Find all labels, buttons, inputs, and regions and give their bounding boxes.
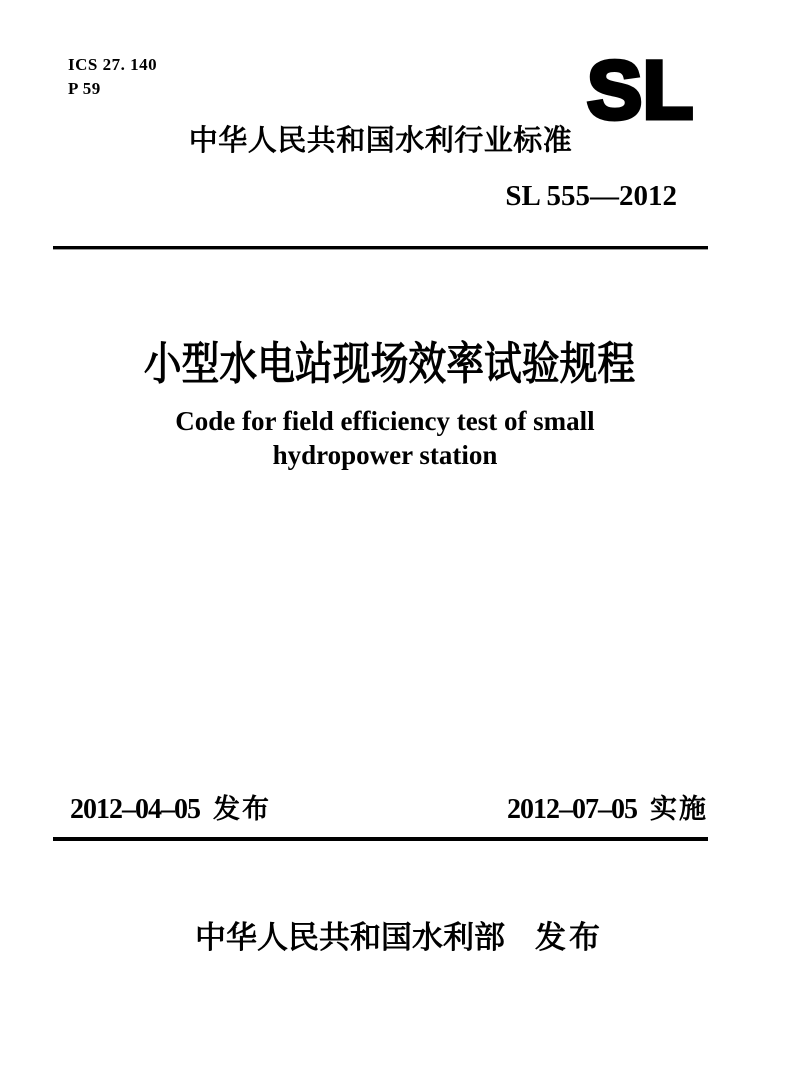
bottom-divider-rule <box>53 837 708 841</box>
ics-classification-block <box>68 53 157 101</box>
classification-code: P 59 <box>68 79 101 98</box>
implement-date-group <box>507 792 708 831</box>
standard-number: SL 555—2012 <box>505 180 677 212</box>
issue-date-group <box>70 792 271 831</box>
ics-code: ICS 27. 140 <box>68 55 158 74</box>
publisher-row <box>0 919 798 957</box>
publisher-action: 发布 <box>535 920 603 955</box>
document-title-english-line2: hydropower station <box>272 440 498 470</box>
top-divider-rule <box>53 246 708 250</box>
implement-date: 2012–07–05 <box>507 794 637 825</box>
issue-label: 发布 <box>213 794 271 824</box>
document-title-chinese <box>0 336 780 392</box>
document-title-chinese-text: 小型水电站现场效率试验规程 <box>144 338 636 389</box>
dates-row <box>53 792 708 831</box>
publisher-name: 中华人民共和国水利部 <box>195 920 505 955</box>
document-title-english-line1: Code for field efficiency test of small <box>175 406 595 436</box>
implement-label: 实施 <box>650 794 708 824</box>
sl-logo: SL <box>587 45 694 136</box>
standard-category-title: 中华人民共和国水利行业标准 <box>188 125 573 157</box>
issue-date: 2012–04–05 <box>70 794 200 825</box>
document-title-english <box>0 404 770 472</box>
